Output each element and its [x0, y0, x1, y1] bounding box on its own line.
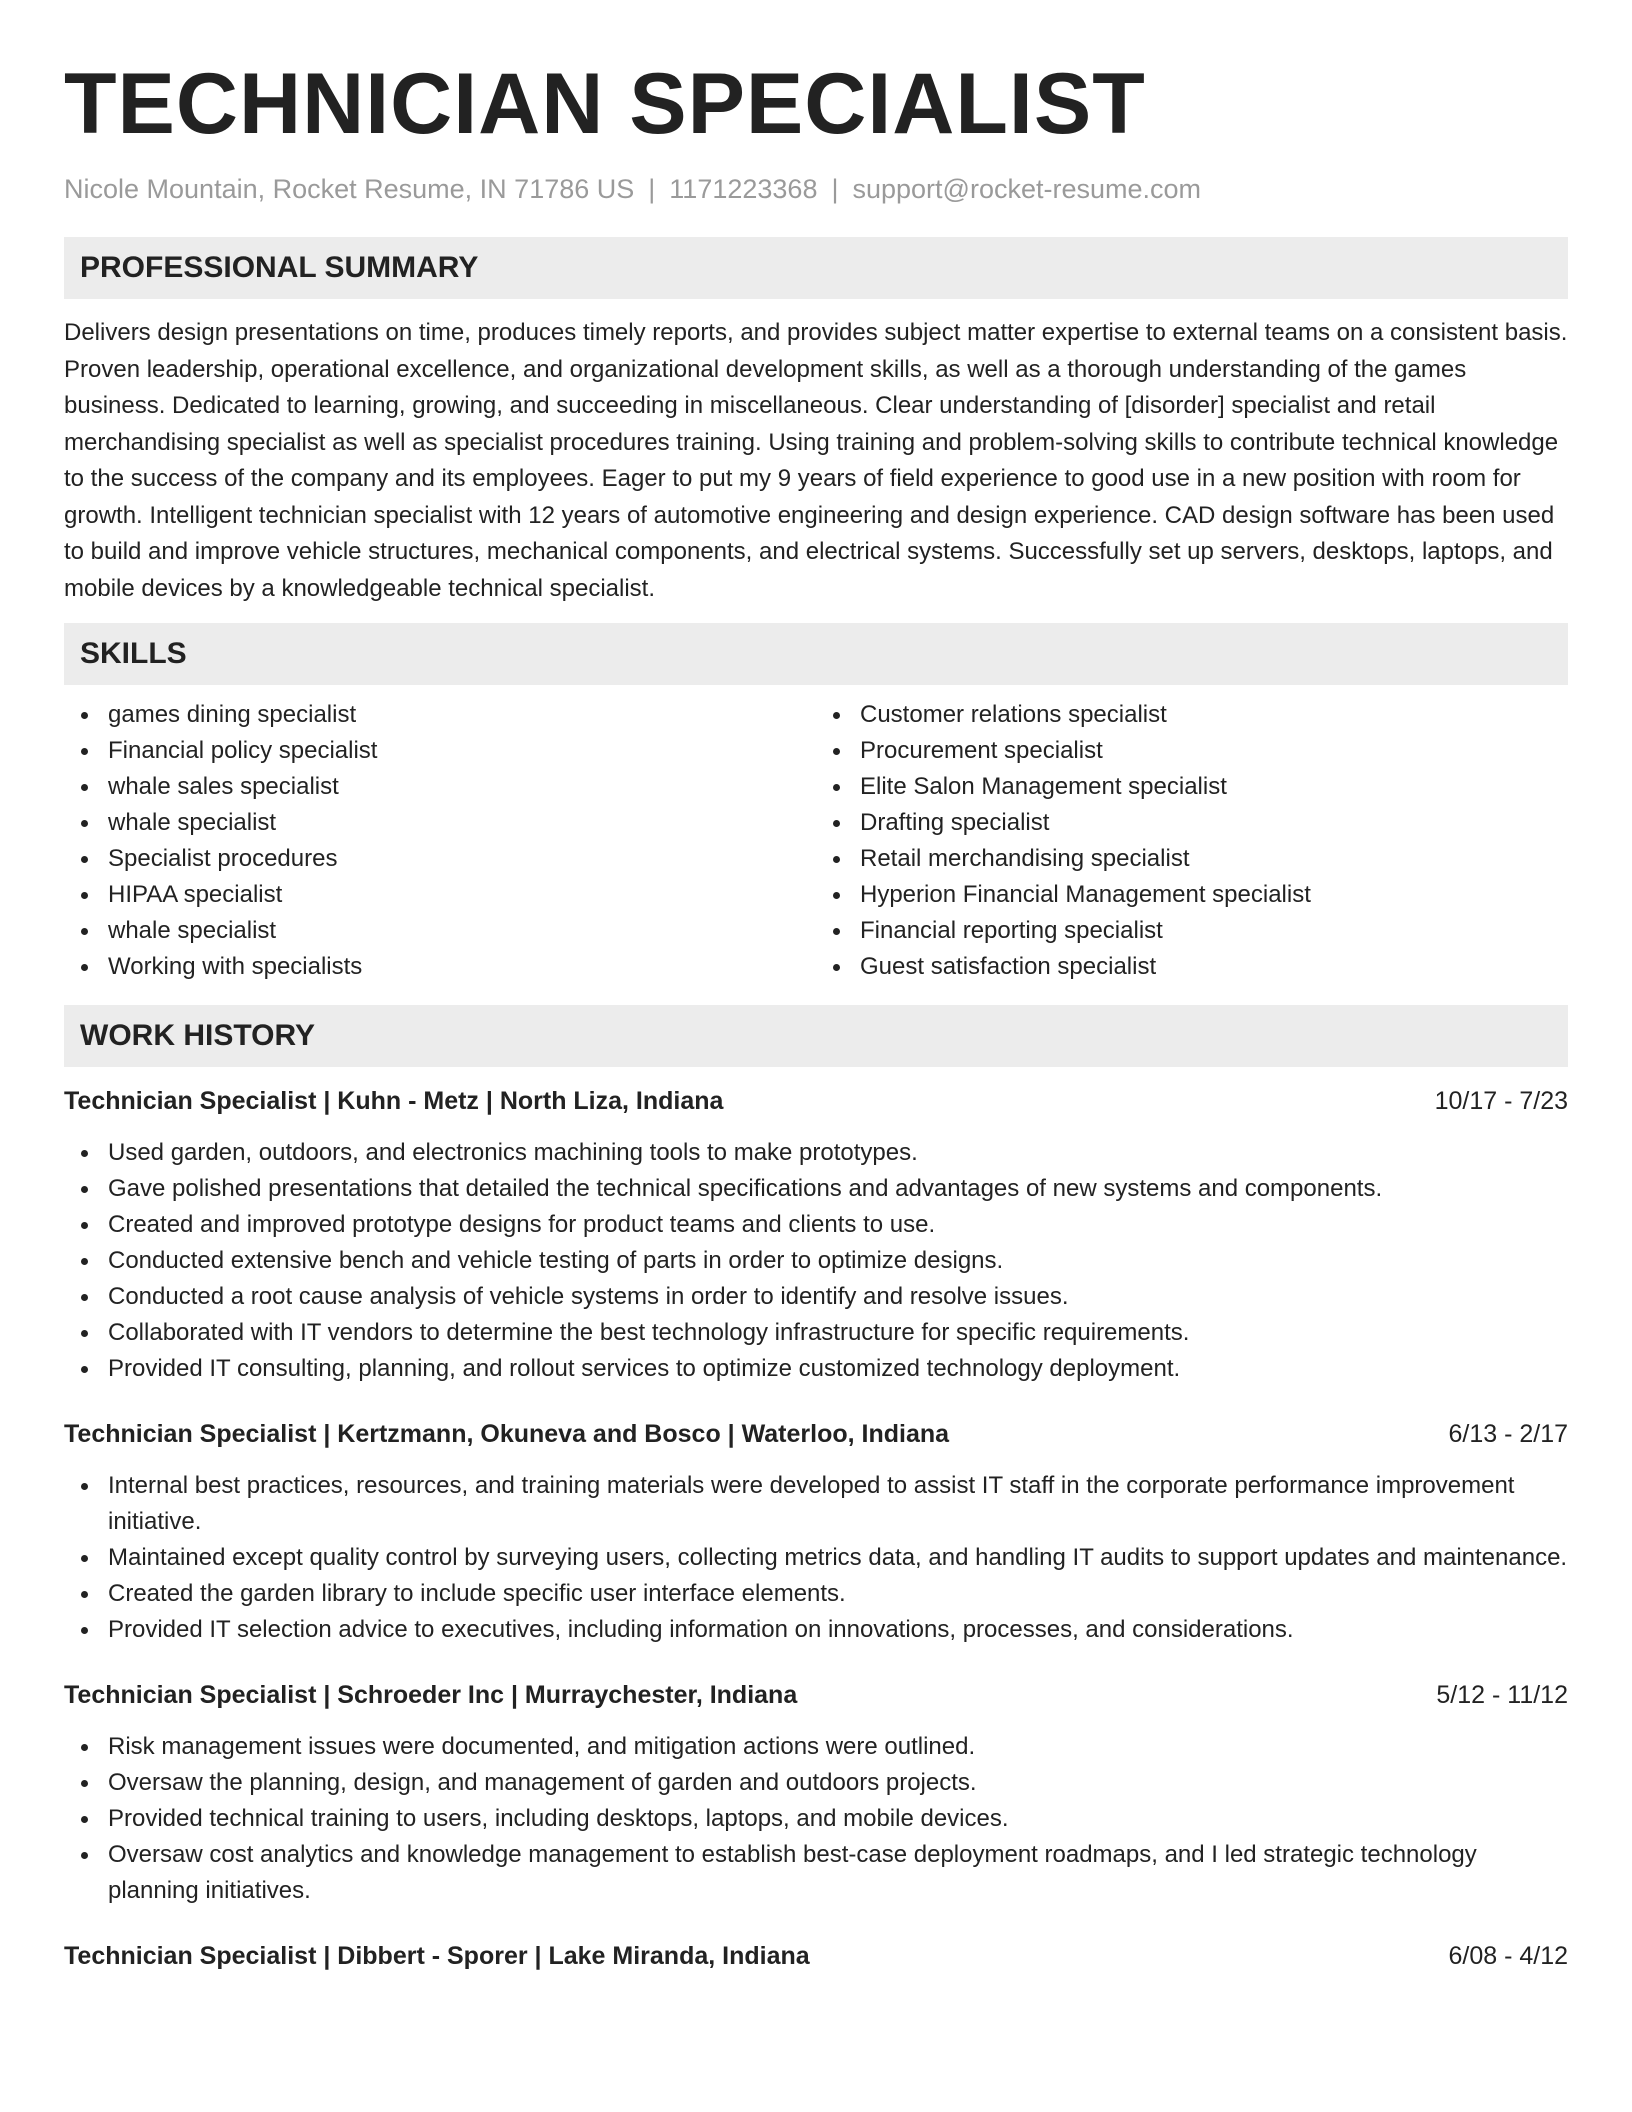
resume-name: TECHNICIAN SPECIALIST [64, 56, 1146, 152]
skill-item: Retail merchandising specialist [860, 841, 1568, 877]
job-bullet: Collaborated with IT vendors to determine the best technology infrastructure for specific requirements. [108, 1315, 1568, 1351]
contact-separator: | [648, 174, 656, 204]
job-bullet: Used garden, outdoors, and electronics machining tools to make prototypes. [108, 1135, 1568, 1171]
skill-item: Elite Salon Management specialist [860, 769, 1568, 805]
job-bullet: Oversaw cost analytics and knowledge management to establish best-case deployment roadmaps, and I led strategic technology planning initiatives. [108, 1837, 1568, 1909]
job-dates: 6/08 - 4/12 [1448, 1942, 1568, 1970]
skill-item: whale specialist [108, 913, 816, 949]
job-title: Technician Specialist | Kuhn - Metz | North Liza, Indiana [64, 1087, 724, 1115]
resume-page [64, 56, 1568, 1974]
job-title: Technician Specialist | Dibbert - Sporer | Lake Miranda, Indiana [64, 1942, 810, 1970]
job-bullet: Conducted a root cause analysis of vehicle systems in order to identify and resolve issues. [108, 1279, 1568, 1315]
job-header [64, 1938, 1568, 1974]
job-bullet: Conducted extensive bench and vehicle testing of parts in order to optimize designs. [108, 1243, 1568, 1279]
job-header [64, 1416, 1568, 1452]
job-bullet: Internal best practices, resources, and training materials were developed to assist IT staff in the corporate performance improvement initiative. [108, 1468, 1568, 1540]
skill-item: Guest satisfaction specialist [860, 949, 1568, 985]
job-entry [64, 1677, 1568, 1909]
job-bullet: Provided IT selection advice to executives, including information on innovations, processes, and considerations. [108, 1612, 1568, 1648]
job-bullet: Created and improved prototype designs for product teams and clients to use. [108, 1207, 1568, 1243]
work-history-heading: WORK HISTORY [64, 1005, 1568, 1067]
job-bullet: Oversaw the planning, design, and management of garden and outdoors projects. [108, 1765, 1568, 1801]
job-entry [64, 1938, 1568, 1974]
job-bullet: Risk management issues were documented, and mitigation actions were outlined. [108, 1729, 1568, 1765]
job-bullet: Provided IT consulting, planning, and rollout services to optimize customized technology deployment. [108, 1351, 1568, 1387]
skill-item: Drafting specialist [860, 805, 1568, 841]
skills-column-right [816, 697, 1568, 985]
job-title: Technician Specialist | Kertzmann, Okuneva and Bosco | Waterloo, Indiana [64, 1420, 950, 1448]
job-title: Technician Specialist | Schroeder Inc | Murraychester, Indiana [64, 1681, 798, 1709]
skill-item: HIPAA specialist [108, 877, 816, 913]
job-bullet: Gave polished presentations that detailed the technical specifications and advantages of new systems and components. [108, 1171, 1568, 1207]
skill-item: whale specialist [108, 805, 816, 841]
job-bullet: Maintained except quality control by surveying users, collecting metrics data, and handling IT audits to support updates and maintenance. [108, 1540, 1568, 1576]
job-entry [64, 1416, 1568, 1648]
job-bullets [64, 1135, 1568, 1387]
job-bullets [64, 1729, 1568, 1909]
skill-item: Financial policy specialist [108, 733, 816, 769]
skill-item: Working with specialists [108, 949, 816, 985]
job-bullet: Provided technical training to users, including desktops, laptops, and mobile devices. [108, 1801, 1568, 1837]
job-bullets [64, 1468, 1568, 1648]
job-header [64, 1677, 1568, 1713]
job-dates: 6/13 - 2/17 [1448, 1420, 1568, 1448]
skill-item: Financial reporting specialist [860, 913, 1568, 949]
summary-text: Delivers design presentations on time, produces timely reports, and provides subject matter expertise to external teams on a consistent basis. Proven leadership, operational excellence, and organizational development skills, as well as a thorough understanding of the games business. Dedicated to learning, growing, and succeeding in miscellaneous. Clear understanding of [disorder] specialist and retail merchandising specialist as well as specialist procedures training. Using training and problem-solving skills to contribute technical knowledge to the success of the company and its employees. Eager to put my 9 years of field experience to good use in a new position with room for growth. Intelligent technician specialist with 12 years of automotive engineering and design experience. CAD design software has been used to build and improve vehicle structures, mechanical components, and electrical systems. Successfully set up servers, desktops, laptops, and mobile devices by a knowledgeable technical specialist. [64, 319, 1568, 602]
job-header [64, 1083, 1568, 1119]
skill-item: games dining specialist [108, 697, 816, 733]
job-dates: 10/17 - 7/23 [1434, 1087, 1568, 1115]
contact-line [64, 172, 1568, 206]
skills-list [64, 697, 1568, 985]
skills-column-left [64, 697, 816, 985]
contact-address: Nicole Mountain, Rocket Resume, IN 71786 US [64, 174, 635, 204]
skill-item: whale sales specialist [108, 769, 816, 805]
contact-phone: 1171223368 [669, 174, 818, 204]
skill-item: Hyperion Financial Management specialist [860, 877, 1568, 913]
job-dates: 5/12 - 11/12 [1436, 1681, 1568, 1709]
job-bullet: Created the garden library to include specific user interface elements. [108, 1576, 1568, 1612]
contact-email: support@rocket-resume.com [852, 174, 1202, 204]
skill-item: Customer relations specialist [860, 697, 1568, 733]
job-entry [64, 1083, 1568, 1387]
summary-heading: PROFESSIONAL SUMMARY [64, 237, 1568, 299]
skill-item: Procurement specialist [860, 733, 1568, 769]
contact-separator: | [831, 174, 839, 204]
skill-item: Specialist procedures [108, 841, 816, 877]
skills-heading: SKILLS [64, 623, 1568, 685]
